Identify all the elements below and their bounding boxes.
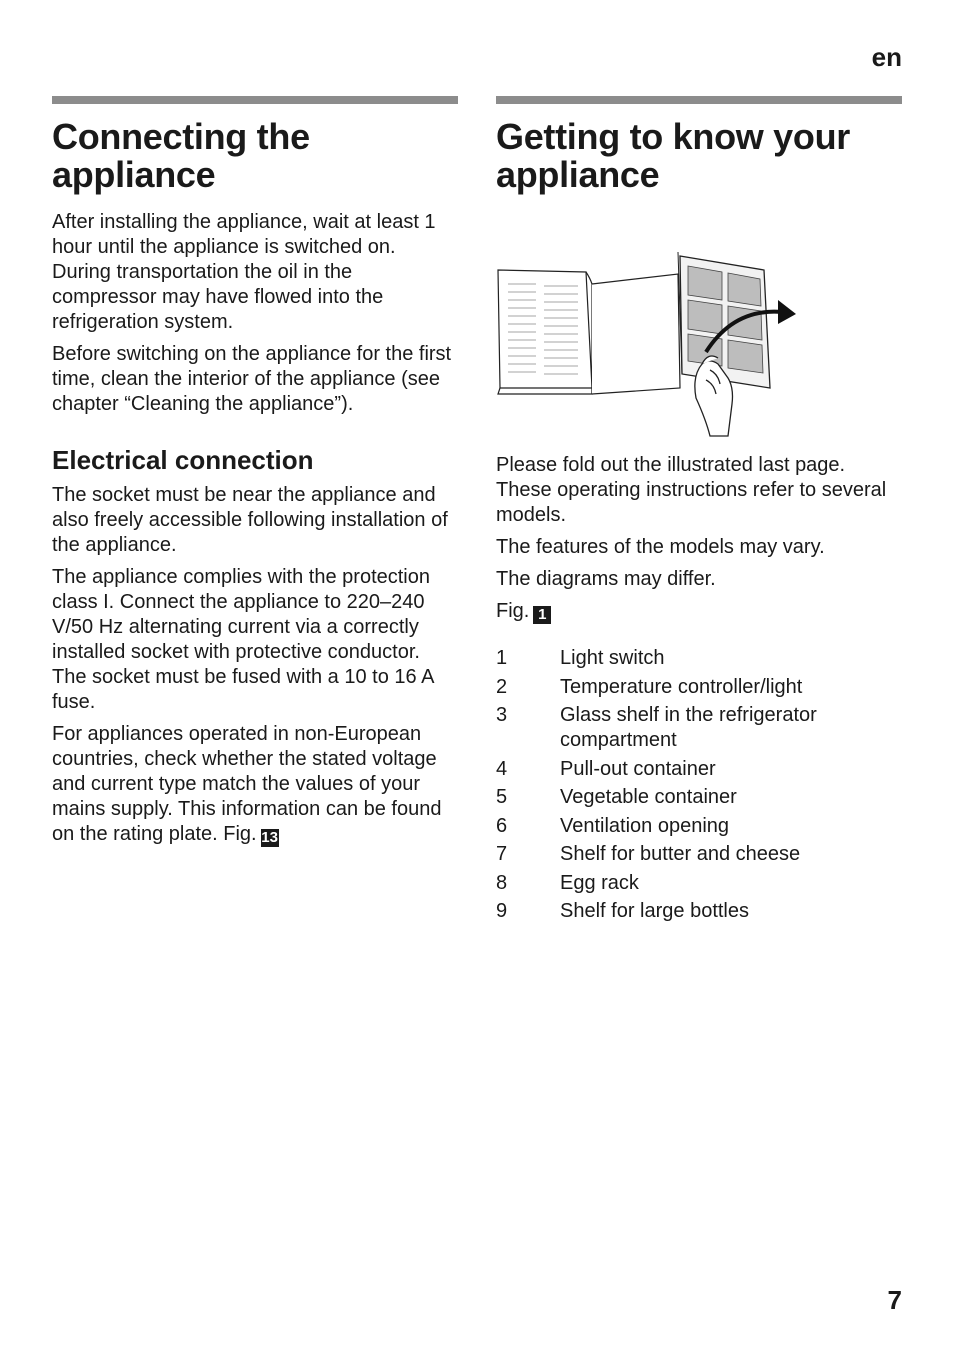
fold-out-manual-illustration [496, 248, 806, 438]
intro-paragraph-2: The features of the models may vary. [496, 536, 825, 558]
legend-text: Light switch [560, 647, 665, 669]
intro-paragraph-1: Please fold out the illustrated last page. These operating instructions refer to several models. [496, 454, 887, 526]
legend-number: 8 [496, 871, 508, 894]
left-column [52, 96, 458, 854]
right-column [496, 96, 902, 928]
language-code: en [871, 42, 902, 72]
section-title-getting-to-know: Getting to know your appliance [496, 116, 850, 195]
intro-paragraph-1: After installing the appliance, wait at least 1 hour until the appliance is switched on. During transportation the oil in the compressor may have flowed into the refrigeration system. [52, 211, 436, 333]
legend-number: 2 [496, 675, 508, 698]
legend-text: Ventilation opening [560, 814, 730, 837]
legend-text: Shelf for large bottles [560, 900, 749, 922]
component-legend [496, 646, 902, 924]
legend-number: 9 [496, 900, 508, 922]
rating-plate-text: For appliances operated in non-European countries, check whether the stated voltage and current type match the values of your mains supply. This information can be found on the rating plate. Fig. [52, 723, 442, 845]
legend-item [496, 785, 902, 810]
electrical-paragraph-1: The socket must be near the appliance and also freely accessible following installation of the appliance. [52, 484, 448, 556]
legend-item [496, 703, 902, 753]
electrical-paragraph-2: The appliance complies with the protection class I. Connect the appliance to 220–240 V/50 Hz alternating current via a correctly installed socket with protective conductor. The socket must be fused with a 10 to 16 A fuse. [52, 566, 434, 713]
legend-text: Shelf for butter and cheese [560, 843, 801, 865]
figure-reference-1: 1 [533, 606, 551, 624]
legend-item [496, 757, 902, 782]
legend-item [496, 646, 902, 671]
legend-number: 5 [496, 786, 508, 808]
intro-paragraph-2: Before switching on the appliance for the first time, clean the interior of the appliance (see chapter “Cleaning the appliance”). [52, 343, 452, 415]
legend-number: 6 [496, 814, 508, 837]
legend-item [496, 871, 902, 896]
intro-paragraph-3: The diagrams may differ. [496, 568, 716, 590]
legend-number: 4 [496, 757, 508, 780]
legend-number: 1 [496, 647, 508, 669]
legend-text: Pull-out container [560, 757, 716, 780]
legend-number: 3 [496, 704, 508, 726]
section-title-connecting: Connecting the appliance [52, 116, 310, 195]
page-number: 7 [887, 1285, 902, 1315]
legend-item [496, 675, 902, 700]
legend-text: Temperature controller/light [560, 675, 803, 698]
legend-item [496, 814, 902, 839]
legend-text: Vegetable container [560, 786, 737, 808]
legend-number: 7 [496, 843, 508, 865]
electrical-paragraph-3 [52, 722, 458, 847]
figure-reference-13: 13 [261, 829, 278, 846]
subheading-electrical-connection: Electrical connection [52, 445, 314, 475]
figure-line [496, 599, 902, 624]
legend-item [496, 899, 902, 924]
section-rule [52, 96, 458, 104]
section-rule [496, 96, 902, 104]
legend-text: Glass shelf in the refrigerator compartment [560, 704, 817, 751]
legend-text: Egg rack [560, 871, 639, 894]
legend-item [496, 842, 902, 867]
fig-label: Fig. [496, 600, 530, 622]
